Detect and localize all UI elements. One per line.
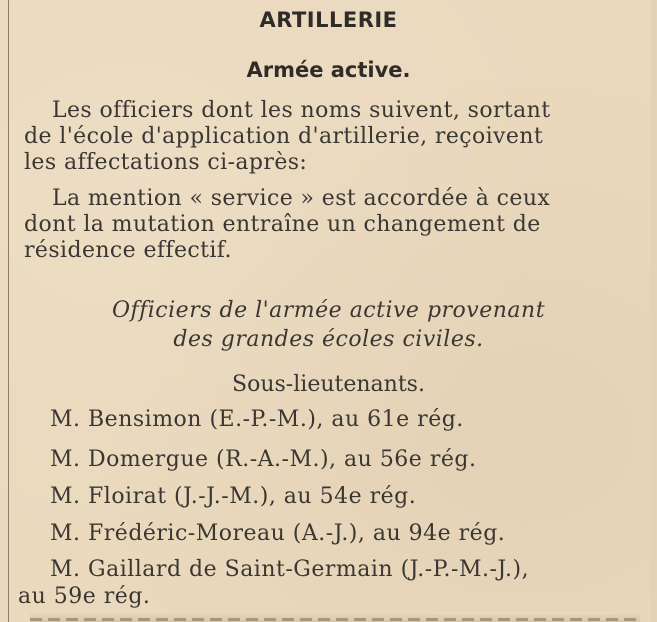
officer-entry: M. Bensimon (E.-P.-M.), au 61e rég. [50, 407, 464, 432]
section-heading-line: Officiers de l'armée active provenant [111, 298, 546, 323]
cut-off-next-line [30, 612, 640, 622]
mention-line: dont la mutation entraîne un changement de [24, 212, 541, 237]
right-edge-bleed [651, 0, 657, 622]
intro-line: Les officiers dont les noms suivent, sortant [52, 98, 551, 123]
mention-line: La mention « service » est accordée à ceux [52, 186, 551, 211]
officer-entry: M. Domergue (R.-A.-M.), au 56e rég. [50, 447, 477, 472]
intro-paragraph [0, 98, 550, 176]
mention-line: résidence effectif. [24, 238, 232, 263]
intro-line: de l'école d'application d'artillerie, reçoivent [24, 124, 544, 149]
officer-entry: M. Floirat (J.-J.-M.), au 54e rég. [50, 484, 417, 509]
section-heading-line: des grandes écoles civiles. [173, 327, 484, 352]
intro-line: les affectations ci-après: [24, 150, 308, 175]
officer-entry: M. Gaillard de Saint-Germain (J.-P.-M.-J.), [50, 557, 530, 582]
subsection-title: Armée active. [246, 58, 411, 82]
officer-entry-continuation: au 59e rég. [18, 584, 151, 609]
officer-entry: M. Frédéric-Moreau (A.-J.), au 94e rég. [50, 521, 506, 546]
rank-heading: Sous-lieutenants. [232, 372, 425, 397]
mention-paragraph [0, 186, 550, 264]
section-title: ARTILLERIE [259, 8, 398, 32]
